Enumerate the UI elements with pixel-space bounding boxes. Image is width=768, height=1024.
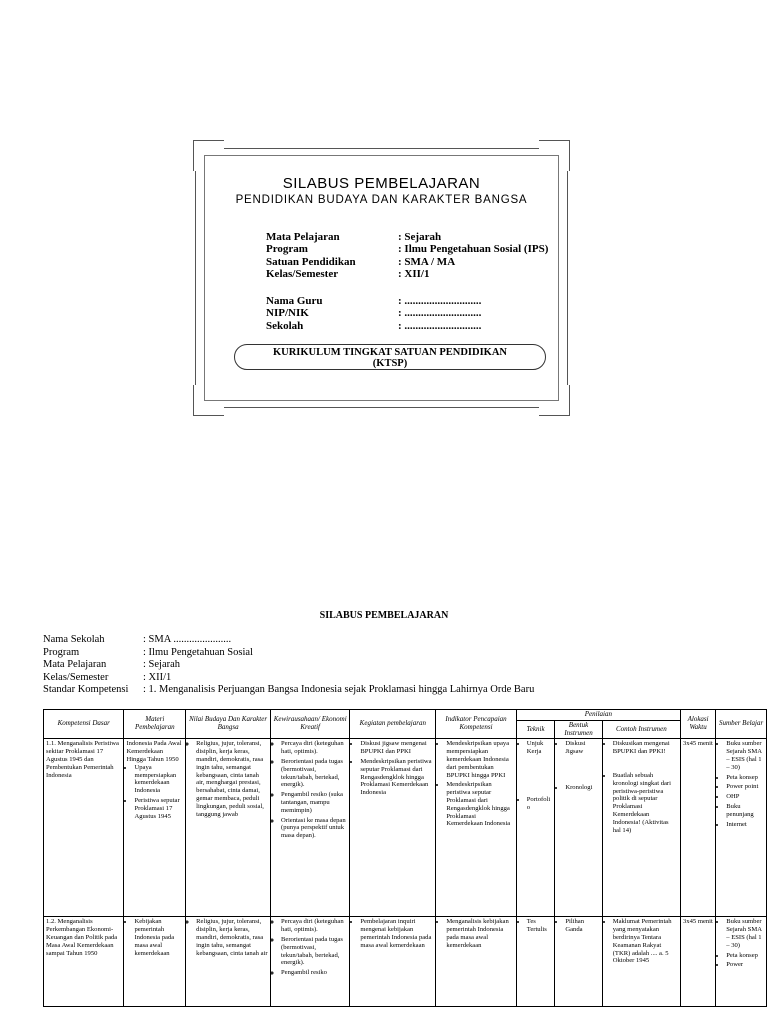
ktsp-banner: [234, 344, 546, 370]
field-value: : ............................: [398, 295, 482, 307]
info-value: : 1. Menganalisis Perjuangan Bangsa Indonesia sejak Proklamasi hingga Lahirnya Orde Baru: [143, 684, 535, 696]
table-row: [44, 917, 767, 1007]
cell-kewirausahaan: [271, 739, 350, 917]
list-item: • Unjuk Kerja: [527, 740, 553, 756]
list-item: • Peta konsep: [726, 774, 764, 782]
cell-contoh: [602, 739, 680, 917]
cell-sumber: [716, 739, 767, 917]
list-item: • Portofolio: [527, 796, 553, 812]
list-item: • Internet: [726, 821, 764, 829]
field-row: [266, 295, 481, 307]
info-label: Mata Pelajaran: [43, 659, 107, 671]
list-item: ◦ Orientasi ke masa depan (punya perspektif untuk masa depan).: [281, 817, 347, 840]
field-label: Satuan Pendidikan: [266, 255, 356, 268]
list-item: • Peristiwa seputar Proklamasi 17 Agustus 1945: [134, 797, 183, 820]
field-label: NIP/NIK: [266, 307, 309, 320]
list-item: • Pilihan Ganda: [565, 918, 599, 934]
cell-kd: 1.2. Menganalisis Perkembangan Ekonomi-Keuangan dan Politik pada Masa Awal Kemerdekaan sampai Tahun 1950: [44, 917, 124, 1007]
document-title: SILABUS PEMBELAJARAN: [319, 610, 449, 621]
materi-heading: Indonesia Pada Awal Kemerdekaan Hingga Tahun 1950: [126, 740, 182, 763]
info-row: [43, 647, 534, 660]
field-value: : SMA / MA: [398, 255, 456, 268]
cell-materi: [124, 739, 186, 917]
field-value: : ............................: [398, 319, 482, 332]
list-item: • Diskusi jigsaw mengenai BPUPKI dan PPKI: [360, 740, 433, 756]
header-indikator: Indikator Pencapaian Kompetensi: [436, 710, 516, 739]
list-item: • Peta konsep: [726, 952, 764, 960]
field-label: Kelas/Semester: [266, 267, 339, 280]
cell-alokasi: 3x45 menit: [680, 739, 715, 917]
header-alokasi: Alokasi Waktu: [680, 710, 715, 739]
list-item: ◦ Berorientasi pada tugas (bermotivasi, tekun/tabah, bertekad, energik).: [281, 758, 347, 789]
field-label: Program: [266, 243, 308, 256]
cell-teknik: [516, 917, 555, 1007]
list-item: • Buku sumber Sejarah SMA – ESIS (hal 1 – 30): [726, 918, 764, 949]
list-item: • Pembelajaran inquiri mengenai kebijakan pemerintah Indonesia pada masa awal kemerdekaan: [360, 918, 433, 949]
header-bentuk: Bentuk Instrumen: [555, 720, 602, 739]
list-item: • Power: [726, 961, 764, 969]
field-label: Mata Pelajaran: [266, 231, 340, 243]
cell-nilai: [186, 739, 271, 917]
list-item: ◦ Percaya diri (keteguhan hati, optimis).: [281, 740, 347, 756]
cell-indikator: [436, 739, 516, 917]
info-label: Kelas/Semester: [43, 671, 109, 683]
info-row: [43, 634, 534, 647]
field-value: : ............................: [398, 307, 482, 320]
list-item: • Maklumat Pemerintah yang menyatakan berdirinya Tentara Keamanan Rakyat (TKR) adalah .... a. 5 Oktober 1945: [613, 918, 678, 965]
field-row: [266, 320, 481, 332]
header-contoh: Contoh Instrumen: [602, 720, 680, 739]
cell-alokasi: 3x45 menit: [680, 917, 715, 1007]
header-teknik: Teknik: [516, 720, 555, 739]
cell-kegiatan: [350, 917, 436, 1007]
list-item: • Tes Tertulis: [527, 918, 553, 934]
list-item: • Kebijakan pemerintah Indonesia pada masa awal kemerdekaan: [134, 918, 183, 957]
cover-subtitle: PENDIDIKAN BUDAYA DAN KARAKTER BANGSA: [235, 194, 528, 206]
cell-materi: [124, 917, 186, 1007]
header-kd: Kompetensi Dasar: [44, 710, 124, 739]
cover-teacher-fields: [266, 295, 481, 332]
list-item: • Buatlah sebuah kronologi singkat dari peristiwa-peristiwa politik di seputar Proklamasi Kemerdekaan Indonesia! (Aktivitas hal 14): [613, 772, 678, 834]
list-item: • Mendeskripsikan upaya mempersiapkan kemerdekaan Indonesia dari pembentukan BPUPKI hingga PPKI: [446, 740, 513, 779]
field-row: [266, 231, 548, 243]
info-row: [43, 659, 534, 672]
field-row: [266, 243, 548, 255]
cell-bentuk: [555, 917, 602, 1007]
info-row: [43, 684, 534, 697]
cell-indikator: [436, 917, 516, 1007]
info-value: : SMA ......................: [143, 634, 232, 645]
list-item: ◦ Religius, jujur, toleransi, disiplin, kerja keras, mandiri, demokratis, rasa ingin tahu, semangat kebangsaan, cinta tanah air, menghargai prestasi, bersahabat, cinta damai, gemar membaca, peduli lingkungan, peduli sosial, tanggung jawab: [196, 740, 268, 818]
syllabus-table: [43, 709, 767, 1007]
header-materi: Materi Pembelajaran: [124, 710, 186, 739]
cover-title: SILABUS PEMBELAJARAN: [282, 175, 481, 192]
info-label: Standar Kompetensi: [43, 684, 129, 696]
cell-bentuk: [555, 739, 602, 917]
info-label: Nama Sekolah: [43, 634, 105, 645]
field-value: : Sejarah: [398, 231, 442, 243]
field-row: [266, 307, 481, 319]
cell-kewirausahaan: [271, 917, 350, 1007]
header-sumber: Sumber Belajar: [716, 710, 767, 739]
list-item: ◦ Religius, jujur, toleransi, disiplin, kerja keras, mandiri, demokratis, rasa ingin tahu, semangat kebangsaan, cinta tanah air: [196, 918, 268, 957]
list-item: • Menganalisis kebijakan pemerintah Indonesia pada masa awal kemerdekaan: [446, 918, 513, 949]
field-label: Nama Guru: [266, 295, 323, 307]
list-item: ◦ Pengambil resiko (suka tantangan, mampu memimpin): [281, 791, 347, 814]
field-label: Sekolah: [266, 319, 304, 332]
cover-frame: [195, 148, 568, 408]
cell-teknik: [516, 739, 555, 917]
info-value: : Ilmu Pengetahuan Sosial: [143, 646, 253, 658]
header-nilai: Nilai Budaya Dan Karakter Bangsa: [186, 710, 271, 739]
list-item: • Kronologi: [565, 784, 599, 792]
list-item: • Power point: [726, 783, 764, 791]
table-header-row: [44, 710, 767, 721]
list-item: • Buku penunjang: [726, 803, 764, 819]
list-item: • Diskusi Jigsaw: [565, 740, 599, 756]
cell-sumber: [716, 917, 767, 1007]
cover-fields: [266, 231, 548, 280]
field-value: : XII/1: [398, 267, 430, 280]
cell-nilai: [186, 917, 271, 1007]
list-item: ◦ Berorientasi pada tugas (bermotivasi, tekun/tabah, bertekad, energik).: [281, 936, 347, 967]
table-row: [44, 739, 767, 917]
ktsp-line1: KURIKULUM TINGKAT SATUAN PENDIDIKAN: [272, 347, 508, 358]
list-item: • Mendeskripsikan peristiwa seputar Proklamasi dari Rengasdengklok hingga Proklamasi Kemerdekaan Indonesia: [360, 758, 433, 797]
info-value: : XII/1: [143, 671, 172, 683]
list-item: • OHP: [726, 793, 764, 801]
document-info: [43, 634, 534, 697]
cell-contoh: [602, 917, 680, 1007]
field-row: [266, 256, 548, 268]
list-item: • Diskusikan mengenai BPUPKI dan PPKI!: [613, 740, 678, 756]
list-item: • Mendeskripsikan peristiwa seputar Proklamasi dari Rengasdengklok hingga Proklamasi Kemerdekaan Indonesia: [446, 781, 513, 828]
field-value: : Ilmu Pengetahuan Sosial (IPS): [398, 243, 549, 256]
header-kegiatan: Kegiatan pembelajaran: [350, 710, 436, 739]
ktsp-line2: (KTSP): [372, 358, 408, 369]
list-item: • Buku sumber Sejarah SMA – ESIS (hal 1 – 30): [726, 740, 764, 771]
header-kewirausahaan: Kewirausahaan/ Ekonomi Kreatif: [271, 710, 350, 739]
cell-kegiatan: [350, 739, 436, 917]
header-penilaian: Penilaian: [516, 710, 680, 721]
field-row: [266, 268, 548, 280]
cell-kd: 1.1. Menganalisis Peristiwa sekitar Proklamasi 17 Agustus 1945 dan Pembentukan Pemerintah Indonesia: [44, 739, 124, 917]
info-row: [43, 672, 534, 685]
list-item: ◦ Pengambil resiko: [281, 969, 347, 977]
list-item: ◦ Percaya diri (keteguhan hati, optimis).: [281, 918, 347, 934]
info-value: : Sejarah: [143, 659, 181, 671]
list-item: • Upaya mempersiapkan kemerdekaan Indonesia: [134, 764, 183, 795]
info-label: Program: [43, 646, 80, 658]
